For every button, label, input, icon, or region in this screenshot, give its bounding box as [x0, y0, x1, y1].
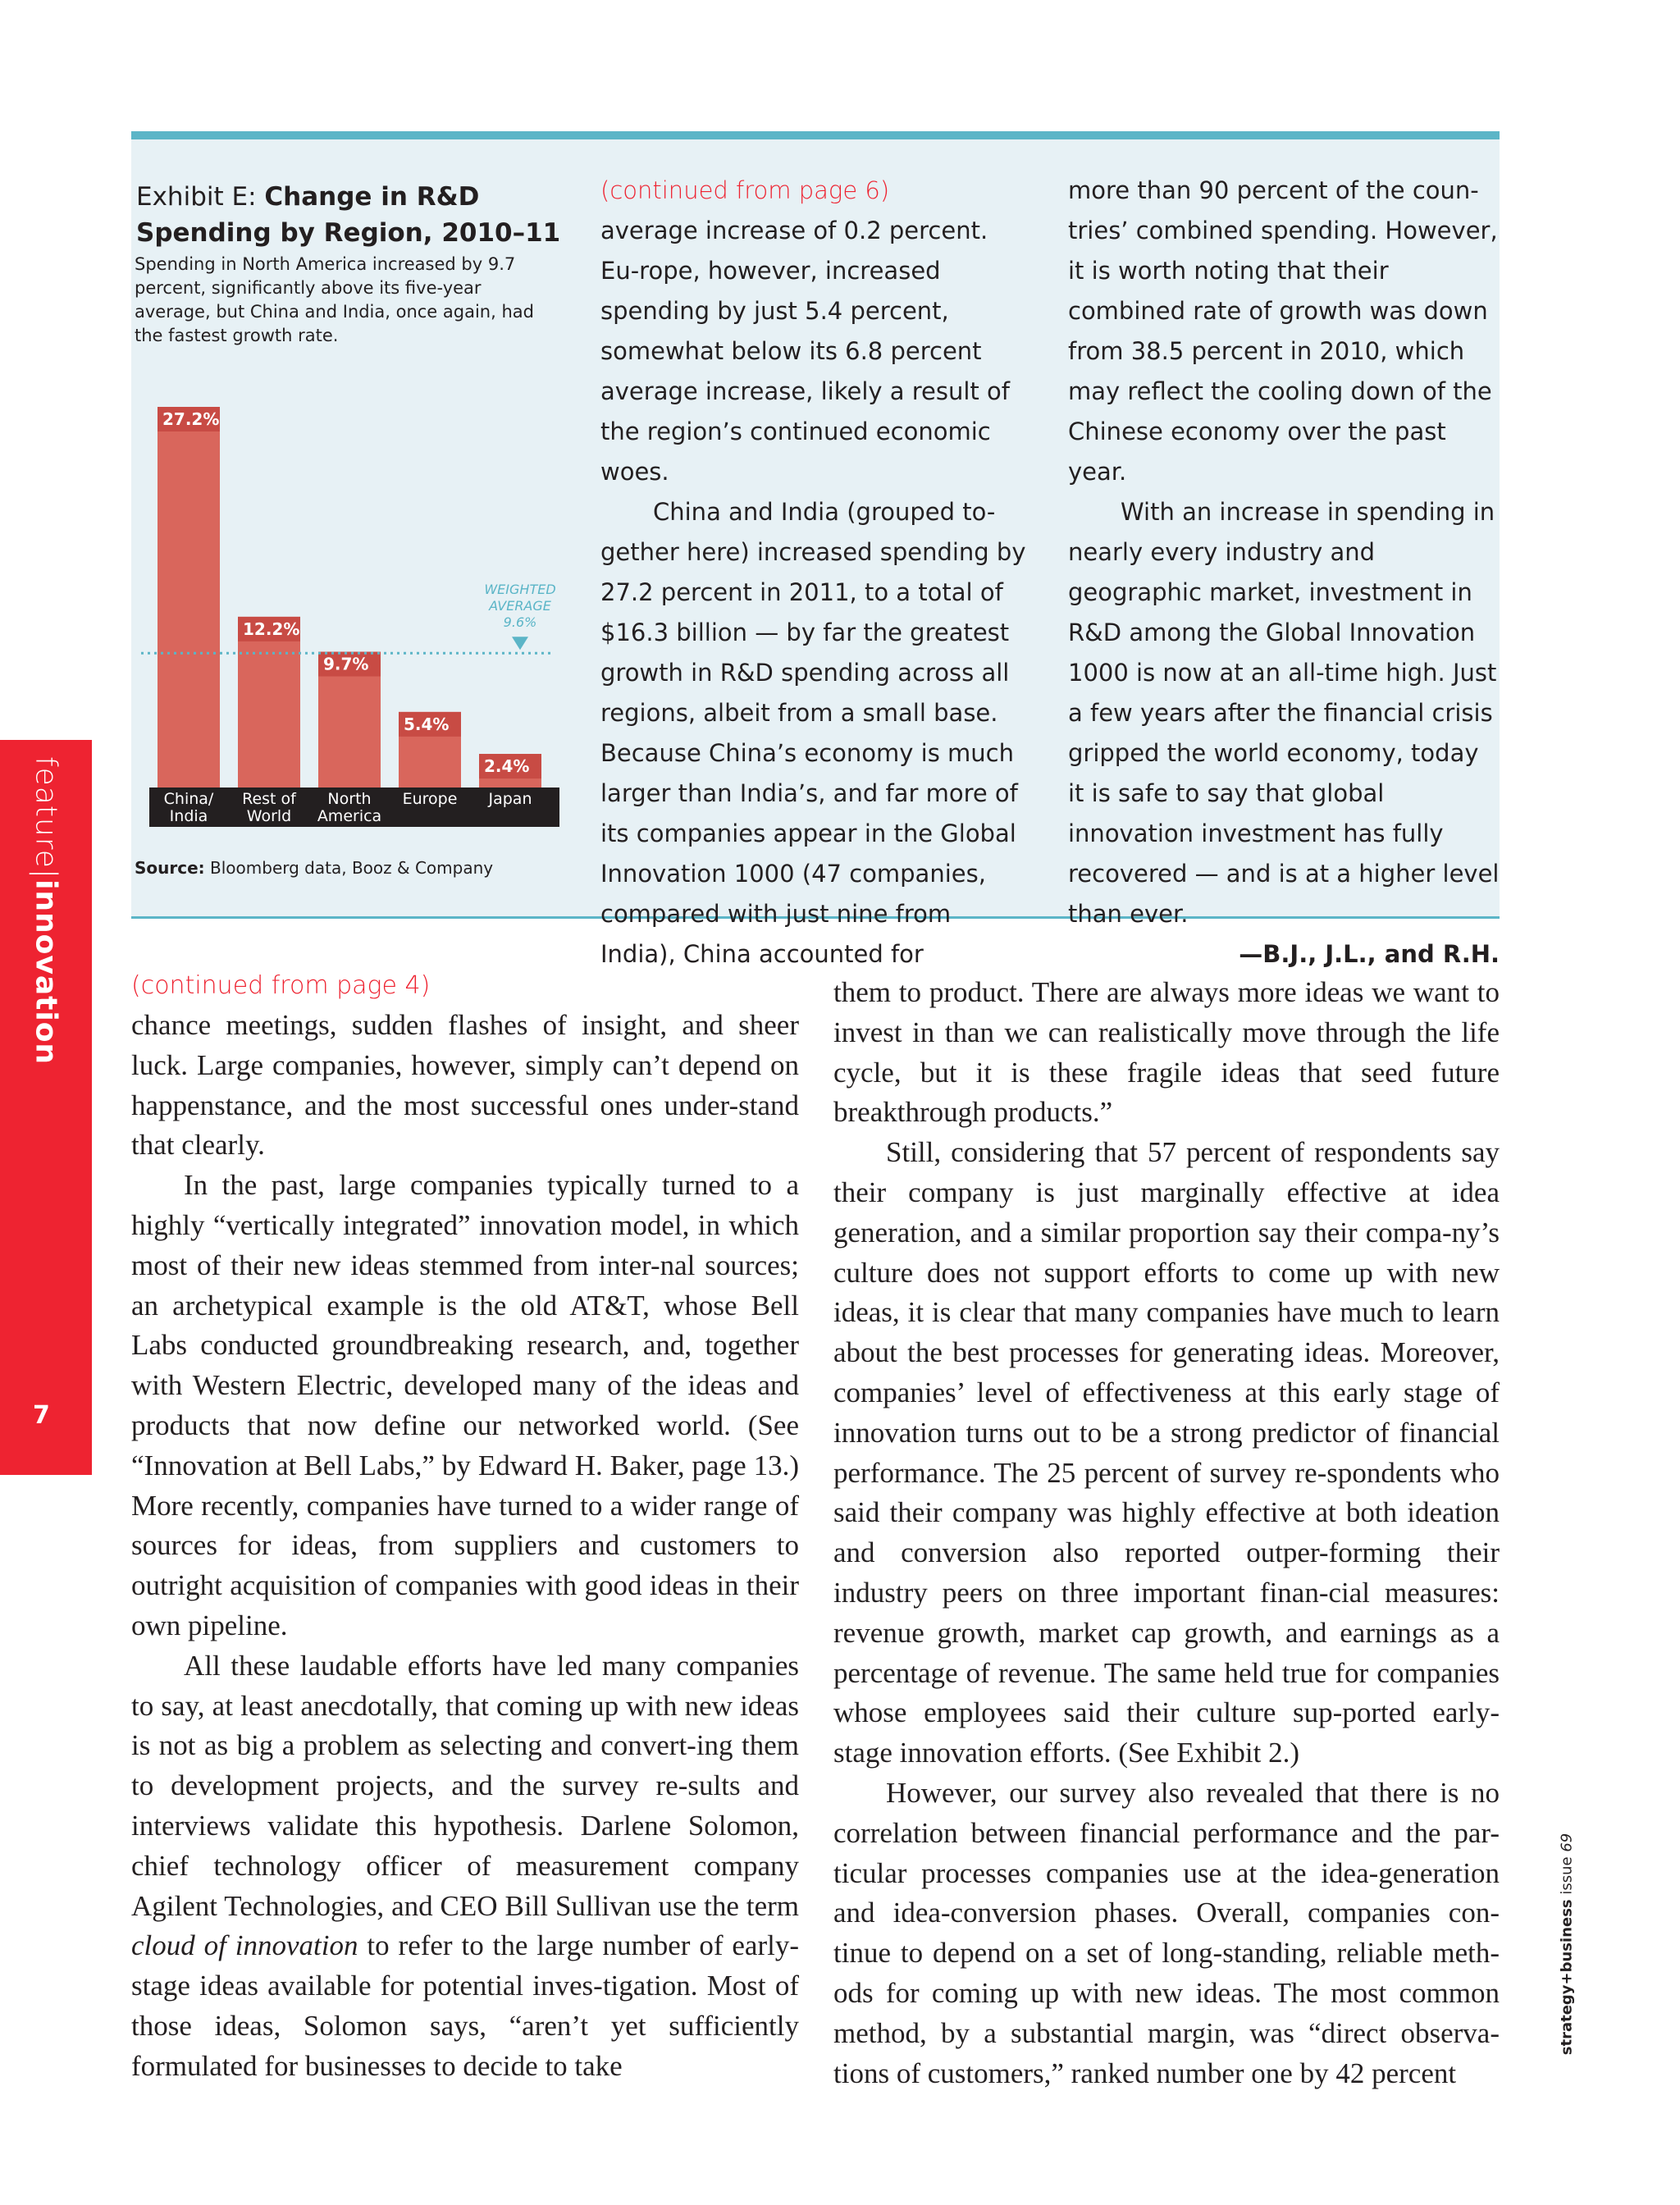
sidebar-column-1 [600, 171, 1032, 975]
body-paragraph: In the past, large companies typically turned to a highly “vertically integrated” innovation model, in which most of their new ideas stemmed from inter-nal sources; an archetypical example is the old AT&T, whose Bell Labs conducted groundbreaking research, and, together with Western Electric, developed many of the ideas and products that now define our networked world. (See “Innovation at Bell Labs,” by Edward H. Baker, page 13.) More recently, companies have turned to a wider range of sources for ideas, from suppliers and customers to outright acquisition of companies with good ideas in their own pipeline. [131, 1169, 799, 1641]
category-label: Europe [402, 790, 458, 808]
sidebar-paragraph: more than 90 percent of the coun-tries’ combined spending. However, it is worth noting that their combined rate of growth was down from 38.5 percent in 2010, which may reflect the cooling down of the Chinese economy over the past year. [1068, 176, 1498, 486]
sidebar-column-2 [1068, 171, 1500, 975]
category-label: China/ [163, 790, 214, 808]
category-label: Japan [488, 790, 532, 808]
sidebar-paragraph: average increase of 0.2 percent. Eu-rope, however, increased spending by just 5.4 percent, somewhat below its 6.8 percent average increase, likely a result of the region’s continued economic woes. [600, 217, 1010, 486]
reference-label: AVERAGE [489, 598, 551, 614]
folio: strategy+business issue 69 [1558, 1833, 1576, 2056]
bar [238, 617, 300, 788]
reference-label: 9.6% [503, 614, 537, 631]
sidebar-paragraph: China and India (grouped to-gether here) increased spending by 27.2 percent in 2011, to a total of $16.3 billion — by far the greatest growth in R&D spending across all regions, albeit from a small base. Because China’s economy is much larger than India’s, and far more of its companies appear in the Global Innovation 1000 (47 companies, compared with just nine from India), China accounted for [600, 498, 1026, 968]
body-column-1 [131, 966, 799, 2087]
body-paragraph: All these laudable efforts have led many companies to say, at least anecdotally, that coming up with new ideas is not as big a problem as selecting and convert-ing them to development projects, and the survey re-sults and interviews validate this hypothesis. Darlene Solomon, chief technology officer of measurement company Agilent Technologies, and CEO Bill Sullivan use the term cloud of innovation to refer to the large number of early-stage ideas available for potential inves-tigation. Most of those ideas, Solomon says, “aren’t yet sufficiently formulated for businesses to decide to take [131, 1649, 799, 2082]
bar [158, 407, 220, 788]
bar-value-label: 5.4% [404, 714, 450, 734]
exhibit-title: Exhibit E: Change in R&D Spending by Region, 2010–11 [136, 182, 561, 248]
category-label: India [169, 807, 208, 825]
category-label: World [246, 807, 292, 825]
sidebar-signature: —B.J., J.L., and R.H. [1239, 940, 1500, 968]
sidebar-paragraph: With an increase in spending in nearly every industry and geographic market, investment in R&D among the Global Innovation 1000 is now at an all-time high. Just a few years after the financial crisis gripped the world economy, today it is safe to say that global innovation investment has fully recovered — and is at a higher level than ever. [1068, 498, 1500, 928]
bar-value-label: 27.2% [162, 409, 220, 429]
exhibit-subtitle: Spending in North America increased by 9.7 percent, significantly above its five-year average, but China and India, once again, had the fastest growth rate. [135, 254, 534, 345]
exhibit-source: Source: Bloomberg data, Booz & Company [135, 858, 494, 878]
body-paragraph: However, our survey also revealed that there is no correlation between financial performance and the par-ticular processes companies use at the idea-generation and idea-conversion phases. Overall, companies con-tinue to depend on a set of long-standing, reliable meth-ods for coming up with new ideas. The most common method, by a substantial margin, was “direct observa-tions of customers,” ranked number one by 42 percent [833, 1776, 1500, 2089]
bar-value-label: 9.7% [323, 654, 369, 674]
body-continued-note: (continued from page 4) [131, 971, 431, 1000]
body-column-2 [833, 973, 1500, 2093]
body-paragraph: chance meetings, sudden flashes of insight, and sheer luck. Large companies, however, simply can’t depend on happenstance, and the most successful ones under-stand that clearly. [131, 1009, 799, 1162]
section-label: feature|innovation [29, 756, 63, 1066]
page-number: 7 [33, 1401, 50, 1430]
reference-arrow-icon [512, 637, 528, 650]
body-paragraph: Still, considering that 57 percent of respondents say their company is just marginally effective at idea generation, and a similar proportion say their compa-ny’s culture does not support efforts to come up with new ideas, it is clear that many companies have much to learn about the best processes for generating ideas. Moreover, companies’ level of effectiveness at this early stage of innovation turns out to be a strong predictor of financial performance. The 25 percent of survey re-spondents who said their company was highly effective at both ideation and conversion also reported outper-forming their industry peers on three important finan-cial measures: revenue growth, market cap growth, and earnings as a percentage of revenue. The same held true for companies whose employees said their culture sup-ported early-stage innovation efforts. (See Exhibit 2.) [833, 1136, 1500, 1769]
bar-chart [131, 386, 574, 845]
bar-value-label: 2.4% [484, 756, 530, 777]
body-paragraph: them to product. There are always more ideas we want to invest in than we can realistically move through the life cycle, but it is these fragile ideas that seed future breakthrough products.” [833, 976, 1500, 1129]
sidebar-continued-note: (continued from page 6) [600, 176, 890, 204]
category-label: North [327, 790, 372, 808]
category-label: Rest of [242, 790, 296, 808]
bar-value-label: 12.2% [243, 619, 300, 639]
reference-label: WEIGHTED [484, 582, 556, 598]
category-label: America [317, 807, 382, 825]
